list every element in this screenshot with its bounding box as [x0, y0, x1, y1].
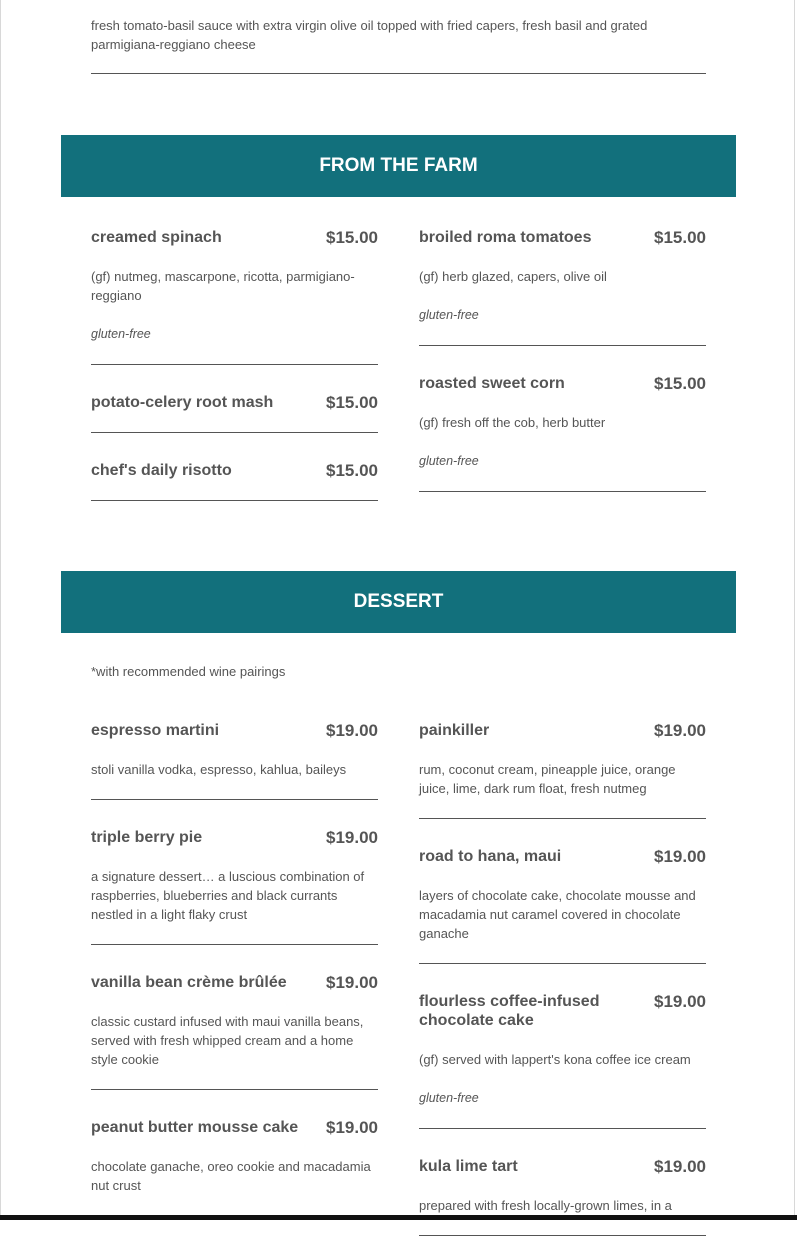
item-description: a signature dessert… a luscious combination of raspberries, blueberries and black currants nestled in a light flaky crust: [91, 869, 365, 922]
item-description: (gf) fresh off the cob, herb butter: [419, 415, 606, 430]
dietary-tag: gluten-free: [419, 454, 479, 468]
item-name: peanut butter mousse cake: [91, 1119, 299, 1136]
farm-right-column: [419, 228, 706, 492]
item-price: $19.00: [326, 721, 378, 740]
menu-item: [419, 964, 706, 1129]
item-price: $19.00: [326, 1118, 378, 1137]
menu-item: [91, 1090, 378, 1216]
item-price: $19.00: [654, 992, 706, 1011]
menu-item: [419, 346, 706, 492]
item-price: $15.00: [326, 228, 378, 247]
bottom-edge-bar: [0, 1215, 797, 1220]
item-description: (gf) herb glazed, capers, olive oil: [419, 269, 607, 284]
item-name: road to hana, maui: [419, 848, 562, 865]
item-name: chef's daily risotto: [91, 462, 232, 479]
farm-left-column: [91, 228, 378, 501]
item-name: kula lime tart: [419, 1158, 518, 1175]
menu-item: [91, 228, 378, 365]
item-price: $15.00: [654, 374, 706, 393]
section-header-dessert: DESSERT: [61, 571, 736, 633]
item-description: chocolate ganache, oreo cookie and macadamia nut crust: [91, 1159, 371, 1193]
item-price: $19.00: [326, 973, 378, 992]
dietary-tag: gluten-free: [91, 327, 151, 341]
menu-item: [419, 228, 706, 346]
menu-item: [91, 721, 378, 800]
item-description: (gf) served with lappert's kona coffee ice cream: [419, 1052, 691, 1067]
menu-item: [91, 800, 378, 945]
item-description: (gf) nutmeg, mascarpone, ricotta, parmigiano-reggiano: [91, 269, 355, 303]
dietary-tag: gluten-free: [419, 1091, 479, 1105]
item-description: classic custard infused with maui vanilla beans, served with fresh whipped cream and a home style cookie: [91, 1014, 364, 1067]
divider: [91, 73, 706, 74]
wine-pairing-note: *with recommended wine pairings: [91, 664, 286, 679]
item-name: vanilla bean crème brûlée: [91, 974, 287, 991]
item-description: layers of chocolate cake, chocolate mousse and macadamia nut caramel covered in chocolate ganache: [419, 888, 696, 941]
item-price: $15.00: [326, 393, 378, 412]
menu-item: [419, 819, 706, 964]
dessert-left-column: [91, 721, 378, 1216]
item-price: $15.00: [326, 461, 378, 480]
item-price: $19.00: [654, 847, 706, 866]
item-name: creamed spinach: [91, 229, 222, 246]
dietary-tag: gluten-free: [419, 308, 479, 322]
item-name: triple berry pie: [91, 829, 203, 846]
menu-item: [91, 945, 378, 1090]
menu-item: [419, 721, 706, 819]
item-description: fresh tomato-basil sauce with extra virgin olive oil topped with fried capers, fresh basil and grated parmigiana-reggiano cheese: [91, 18, 648, 52]
menu-item: [91, 365, 378, 433]
item-name: painkiller: [419, 722, 490, 739]
section-header-farm: FROM THE FARM: [61, 135, 736, 197]
item-name: broiled roma tomatoes: [419, 229, 592, 246]
item-name: espresso martini: [91, 722, 220, 739]
item-price: $19.00: [654, 721, 706, 740]
item-price: $19.00: [326, 828, 378, 847]
item-name: flourless coffee-infused chocolate cake: [419, 993, 600, 1029]
dessert-right-column: [419, 721, 706, 1236]
item-description: stoli vanilla vodka, espresso, kahlua, baileys: [91, 762, 347, 777]
item-price: $19.00: [654, 1157, 706, 1176]
item-description: rum, coconut cream, pineapple juice, orange juice, lime, dark rum float, fresh nutmeg: [419, 762, 676, 796]
item-name: potato-celery root mash: [91, 394, 274, 411]
item-name: roasted sweet corn: [419, 375, 565, 392]
menu-item: [91, 433, 378, 501]
item-price: $15.00: [654, 228, 706, 247]
item-description: prepared with fresh locally-grown limes, in a: [419, 1198, 672, 1213]
